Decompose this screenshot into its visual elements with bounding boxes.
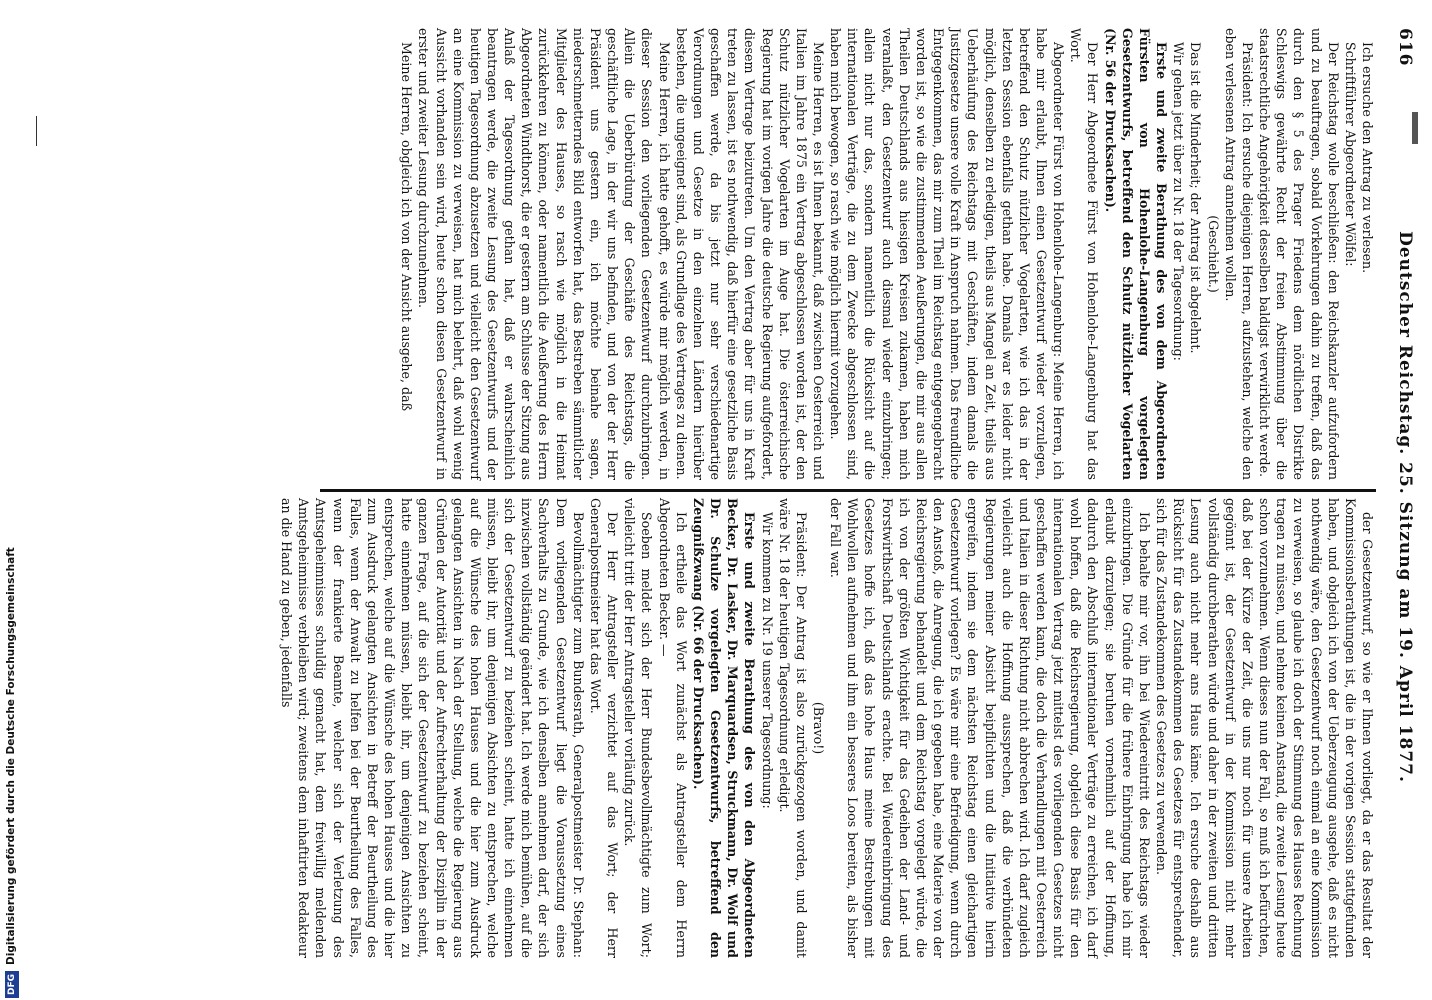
- page-number: 616: [1395, 28, 1415, 67]
- interjection: (Geschieht.): [1205, 215, 1221, 293]
- page-header: [1388, 28, 1422, 986]
- paragraph: Präsident: Der Antrag ist also zurückgezogen worden, und damit wäre Nr. 18 der heutigen Tagesordnung erledigt.: [776, 498, 809, 958]
- paragraph: Präsident: Ich ersuche diejenigen Herren, aufzustehen, welche den eben verlesenen Antrag annehmen wollen.: [1222, 28, 1255, 480]
- agenda-heading: Erste und zweite Berathung des von den Abgeordneten Becker, Dr. Lasker, Dr. Marquardsen, Struckmann, Dr. Wolf und Dr. Schulze vorgelegten Gesetzentwurfs, betreffend den Zeugnißzwang (Nr. 66 der Drucksachen).: [690, 498, 758, 958]
- agenda-heading: Erste und zweite Berathung des von dem Abgeordneten Fürsten von Hohenlohe-Langenburg vorgelegten Gesetzentwurfs, betreffend den Schutz nützlicher Vogelarten (Nr. 56 der Drucksachen).: [1102, 28, 1170, 480]
- paragraph: Ich ertheile das Wort zunächst als Antragsteller dem Herrn Abgeordneten Becker. —: [656, 498, 689, 958]
- dfg-logo: DFG: [5, 971, 19, 998]
- paragraph: Der Herr Abgeordnete Fürst von Hohenlohe-Langenburg hat das Wort.: [1068, 28, 1101, 480]
- paragraph: Der Herr Antragsteller verzichtet auf das Wort; der Herr Generalpostmeister hat das Wort.: [587, 498, 621, 958]
- paragraph: Bevollmächtigter zum Bundesrath, Generalpostmeister Dr. Stephan: Dem vorliegenden Gesetzentwurf liegt die Voraussetzung eines Sachverhalts zu Grunde, wie ich denselben annehmen darf, der sich inzwischen vollständig geändert hat. Ich werde mich bemühen, auf die sich der Gesetzentwurf zu beziehen scheint, hatte ich einnehmen müssen, bleibt ihr, um denjenigen Absichten zu entsprechen, welche auf die Wünsche des hohen Hauses und die hier zum Ausdruck gelangten Ansichten in Nach der Stellung, welche die Regierung aus Gründen der Autorität und der Aufrechterhaltung der Disziplin in der ganzen Frage, auf die sich der Gesetzentwurf zu beziehen scheint, hatte einnehmen müssen, bleibt ihr, um denjenigen Ansichten zu entsprechen, welche auf die Wünsche des hohen Hauses und die hier zum Ausdruck gelangten Ansichten in Betreff der Beurtheilung des Falles, wenn der Anwalt zu helfen bei der Beurtheilung des Falles, wenn der frankierte Beamte, welcher sich der Verletzung des Amtsgeheimnisses schuldig gemacht hat, dem freiwillig meldenden Amtsgeheimnisse verbleiben wird; zweitens dem inhaftirten Redakteur an die Hand zu geben, jedenfalls: [279, 498, 586, 958]
- paragraph: Der Reichstag wolle beschließen: den Reichskanzler aufzufordern und zu beauftragen, sobald Vorkehrungen dahin zu treffen, daß das durch den § 5 des Prager Friedens dem nördlichen Distrikte Schleswigs gewährte Recht der freien Abstimmung über die staatsrechtliche Angehörigkeit desselben baldigst verwirklicht werde.: [1257, 28, 1341, 480]
- page-title: Deutscher Reichstag. 25. Sitzung am 19. April 1877.: [1395, 231, 1415, 783]
- paragraph: Wir gehen jetzt über zu Nr. 18 der Tagesordnung:: [1171, 42, 1187, 361]
- right-column: [279, 498, 1376, 958]
- paragraph: Ich ersuche den Antrag zu verlesen.: [1360, 42, 1375, 274]
- digitization-credit-text: Digitalisierung gefördert durch die Deutsche Forschungsgemeinschaft: [5, 547, 17, 965]
- paragraph: Wir kommen zu Nr. 19 unserer Tagesordnung:: [759, 512, 775, 809]
- left-column: [320, 28, 1376, 480]
- paragraph: Das ist die Minderheit; der Antrag ist abgelehnt.: [1188, 42, 1204, 354]
- paragraph: der Gesetzentwurf, so wie er Ihnen vorliegt, da er das Resultat der Kommissionsberathungen ist, die in der vorigen Session stattgefunden haben, und obgleich ich von der Ueberzeugung ausgehe, daß es nicht nothwendig wäre, den Gesetzentwurf noch einmal an eine Kommission zu verweisen, so glaube ich doch der Stimmung des Hauses Rechnung tragen zu müssen, und nehme keinen Anstand, die zweite Lesung heute schon vorzunehmen. Wenn dieses nun der Fall, so muß ich befürchten, daß bei der Kürze der Zeit, die uns nur noch für unsere Arbeiten gegönnt ist, der Gesetzentwurf in der Kommission nicht mehr vollständig durchberathen würde und daher in der zweiten und dritten Lesung auch nicht mehr ans Haus käme. Ich ersuche deshalb aus Rücksicht für das Zustandekommen des Gesetzes für entsprechender, sich für das Zustandekommen des Gesetzes zu verwenden.: [1154, 498, 1375, 958]
- paragraph: Abgeordneter Fürst von Hohenlohe-Langenburg: Meine Herren, ich habe mir erlaubt, Ihnen einen Gesetzentwurf wieder vorzulegen, betreffend den Schutz nützlicher Vogelarten, wie ich das in der letzten Session ebenfalls gethan habe. Damals war es leider nicht möglich, denselben zu erledigen, theils aus Mangel an Zeit, theils aus Ueberhäufung des Reichstags mit Geschäften, indem damals die Justizgesetze unsere volle Kraft in Anspruch nahmen. Das freundliche Entgegenkommen, das mir zum Theil im Reichstag entgegengebracht worden ist, so wie die zustimmenden Aeußerungen, die mir aus allen Theilen Deutschlands aus hiesigen Kreisen zukamen, haben mich veranlaßt, den Gesetzentwurf auch diesmal wieder einzubringen; allein nicht nur das, sondern namentlich die Rücksicht auf die internationalen Verträge, die zu dem Zwecke abgeschlossen sind, haben mich bewogen, so rasch wie möglich hiermit vorzugehen.: [828, 28, 1067, 480]
- digitization-credit: [4, 0, 18, 998]
- paragraph: Meine Herren, es ist Ihnen bekannt, daß zwischen Oesterreich und Italien im Jahre 1875 ein Vertrag abgeschlossen worden ist, der den Schutz nützlicher Vogelarten im Auge hat. Die österreichische Regierung hat im vorigen Jahre die deutsche Regierung aufgefordert, diesem Vertrage beizutreten. Um den Vertrag aber für uns in Kraft treten zu lassen, ist es nothwendig, daß hierfür eine gesetzliche Basis geschaffen werde, da bis jetzt nur sehr verschiedenartige Verordnungen und Gesetze in den einzelnen Ländern hierüber bestehen, die ungeeignet sind, als Grundlage des Vertrages zu dienen.: [673, 28, 826, 480]
- paragraph: Soeben meldet sich der Herr Bundesbevollmächtigte zum Wort; vielleicht tritt der Herr Antragsteller vorläufig zurück.: [622, 498, 655, 958]
- paragraph: Ich behalte mir vor, ihn bei Wiedereintritt des Reichstags wieder einzubringen. Die Gründe für die frühere Einbringung habe ich mir erlaubt darzulegen; sie beruhen vornehmlich auf der Hoffnung, dadurch den Abschluß internationaler Verträge zu erreichen, ich darf wohl hoffen, daß die Reichsregierung, obgleich diese Basis für den internationalen Vertrag jetzt mittelst des vorliegenden Gesetzes nicht geschaffen werden kann, die doch die Verhandlungen mit Oesterreich und Italien in dieser Richtung nicht abbrechen wird. Ich darf zugleich vielleicht auch die Hoffnung aussprechen, daß die verbündeten Regierungen meiner Absicht beipflichten und die Initiative hierin ergreifen, indem sie dem nächsten Reichstag einen gleichartigen Gesetzentwurf vorlegen? Es wäre mir eine Befriedigung, wenn durch den Anstoß, die Anregung, die ich gegeben habe, eine Materie von der Reichsregierung behandelt und dem Reichstag vorgelegt würde, die ich von der größten Wichtigkeit für das Gedeihen der Land- und Forstwirthschaft Deutschlands erachte. Bei Wiedereinbringung des Gesetzes hoffe ich, daß das hohe Haus meine Bestrebungen mit Wohlwollen aufnehmen und ihm ein besseres Loos bereiten, als bisher der Fall war.: [828, 498, 1152, 958]
- paragraph: Schriftführer Abgeordneter Wölfel:: [1342, 42, 1358, 267]
- margin-rule: [36, 116, 37, 146]
- paragraph: Meine Herren, obgleich ich von der Ansicht ausgehe, daß: [399, 42, 415, 411]
- paragraph: Meine Herren, ich hatte gehofft, es würde mir möglich werden, in dieser Session den vorliegenden Gesetzentwurf durchzubringen. Allein die Ueberbürdung der Geschäfte des Reichstags, die geschäftliche Lage, in der wir uns befinden, und von der der Herr Präsident uns gestern ein, ich möchte beinahe sagen, niederschmetterndes Bild entworfen hat, das Bestreben sämmtlicher Mitglieder des Hauses, so rasch wie möglich in die Heimat zurückkehren zu können, oder namentlich die Aeußerung des Herrn Abgeordneten Windthorst, die er gestern am Schlusse der Sitzung aus Anlaß der Tagesordnung gethan hat, daß er wahrscheinlich beantragen werde, die zweite Lesung des Gesetzentwurfs und der heutigen Tagesordnung abzusetzen und vielleicht den Gesetzentwurf an eine Kommission zu verweisen, hat mich belehrt, daß wohl wenig Aussicht vorhanden sein wird, heute schon diesen Gesetzentwurf in erster und zweiter Lesung durchzunehmen.: [416, 28, 672, 480]
- binding-mark: [1412, 112, 1418, 144]
- column-divider: [320, 489, 1376, 492]
- interjection: (Bravo!): [811, 701, 826, 755]
